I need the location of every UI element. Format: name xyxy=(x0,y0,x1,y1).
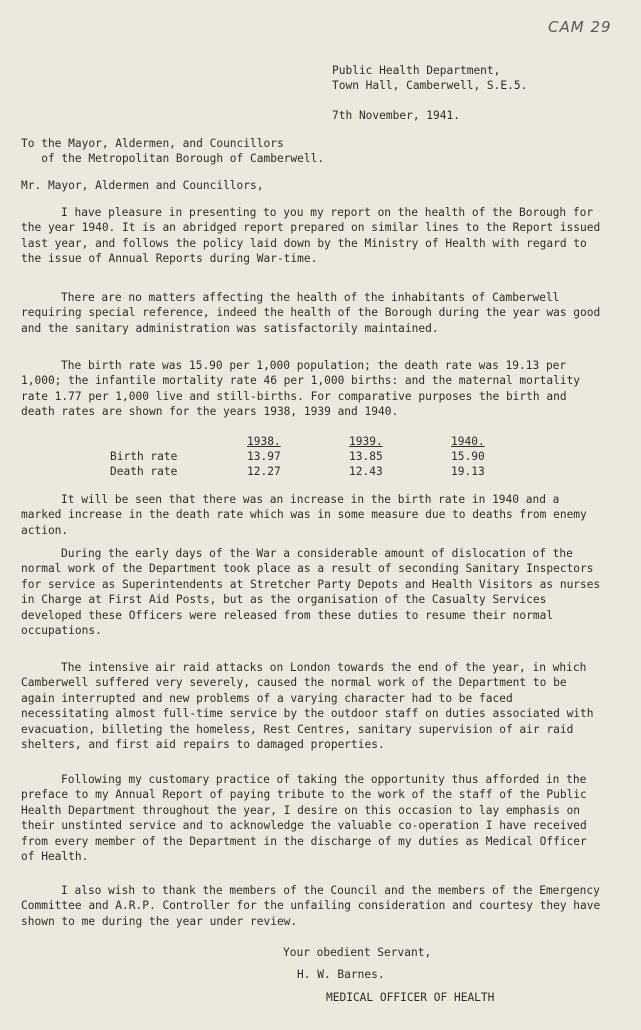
year-header: 1938. xyxy=(247,435,281,448)
rate-value: 19.13 xyxy=(451,465,485,478)
paragraph-3-wrap xyxy=(21,358,606,420)
paragraph-5-wrap xyxy=(21,546,606,638)
signatory-name: H. W. Barnes. xyxy=(297,968,385,981)
row-label: Birth rate xyxy=(110,450,178,463)
table-row xyxy=(110,449,553,464)
paragraph-7: Following my customary practice of taking the opportunity thus afforded in the preface to my Annual Report of paying tribute to the work of the staff of the Public Health Department throughout the year, I desire on this occasion to lay emphasis on their unstinted service and to acknowledge the valuable co-operation I have received from every member of the Department in the discharge of my duties as Medical Officer of Health. xyxy=(21,773,587,864)
paragraph-8-wrap xyxy=(21,883,606,929)
paragraph-2-wrap xyxy=(21,290,606,336)
paragraph-1-wrap xyxy=(21,205,606,267)
recipient-line1: To the Mayor, Aldermen, and Councillors xyxy=(21,137,284,150)
rate-value: 12.27 xyxy=(247,465,281,478)
recipient-line2: of the Metropolitan Borough of Camberwell. xyxy=(21,152,325,166)
archive-reference-mark: CAM 29 xyxy=(548,18,612,36)
paragraph-1: I have pleasure in presenting to you my report on the health of the Borough for the year 1940. It is an abridged report prepared on similar lines to the Report issued last year, and follows the policy laid down by the Ministry of Health with regard to the issue of Annual Reports during War-time. xyxy=(21,206,601,266)
sender-address-line2: Town Hall, Camberwell, S.E.5. xyxy=(332,79,528,92)
year-header: 1940. xyxy=(451,435,485,448)
rate-value: 12.43 xyxy=(349,465,383,478)
rates-table xyxy=(110,434,553,479)
paragraph-7-wrap xyxy=(21,772,606,864)
salutation: Mr. Mayor, Aldermen and Councillors, xyxy=(21,179,264,192)
rate-value: 15.90 xyxy=(451,450,485,463)
rate-value: 13.85 xyxy=(349,450,383,463)
valediction: Your obedient Servant, xyxy=(283,946,432,959)
recipient-block xyxy=(21,136,606,167)
paragraph-6-wrap xyxy=(21,660,606,752)
paragraph-4-wrap xyxy=(21,492,606,538)
paragraph-6: The intensive air raid attacks on London towards the end of the year, in which Camberwell suffered very severely, caused the normal work of the Department to be again interrupted and new problems of a varying character had to be faced necessitating almost full-time service by the outdoor staff on duties associated with evacuation, billeting the homeless, Rest Centres, sanitary supervision of air raid shelters, and first aid repairs to damaged properties. xyxy=(21,661,594,752)
paragraph-5: During the early days of the War a considerable amount of dislocation of the normal work of the Department took place as a result of seconding Sanitary Inspectors for service as Superintendents at Stretcher Party Depots and Health Visitors as nurses in Charge at First Aid Posts, but as the organisation of the Casualty Services developed these Officers were released from these duties to resume their normal occupations. xyxy=(21,547,601,638)
letter-date: 7th November, 1941. xyxy=(332,109,460,122)
year-header: 1939. xyxy=(349,435,383,448)
rates-table-corner xyxy=(110,434,247,449)
row-label: Death rate xyxy=(110,465,178,478)
paragraph-2: There are no matters affecting the health of the inhabitants of Camberwell requiring special reference, indeed the health of the Borough during the year was good and the sanitary administration was satisfactorily maintained. xyxy=(21,291,601,335)
sender-address-line1: Public Health Department, xyxy=(332,64,501,77)
paragraph-4: It will be seen that there was an increase in the birth rate in 1940 and a marked increase in the death rate which was in some measure due to deaths from enemy action. xyxy=(21,493,587,537)
signatory-title: MEDICAL OFFICER OF HEALTH xyxy=(326,991,495,1004)
table-row xyxy=(110,464,553,479)
rates-table-header xyxy=(110,434,553,449)
paragraph-8: I also wish to thank the members of the Council and the members of the Emergency Committee and A.R.P. Controller for the unfailing consideration and courtesy they have shown to me during the year under review. xyxy=(21,884,601,928)
rate-value: 13.97 xyxy=(247,450,281,463)
paragraph-3: The birth rate was 15.90 per 1,000 population; the death rate was 19.13 per 1,000; the infantile mortality rate 46 per 1,000 births: and the maternal mortality rate 1.77 per 1,000 live and still-births. For comparative purposes the birth and death rates are shown for the years 1938, 1939 and 1940. xyxy=(21,359,581,419)
